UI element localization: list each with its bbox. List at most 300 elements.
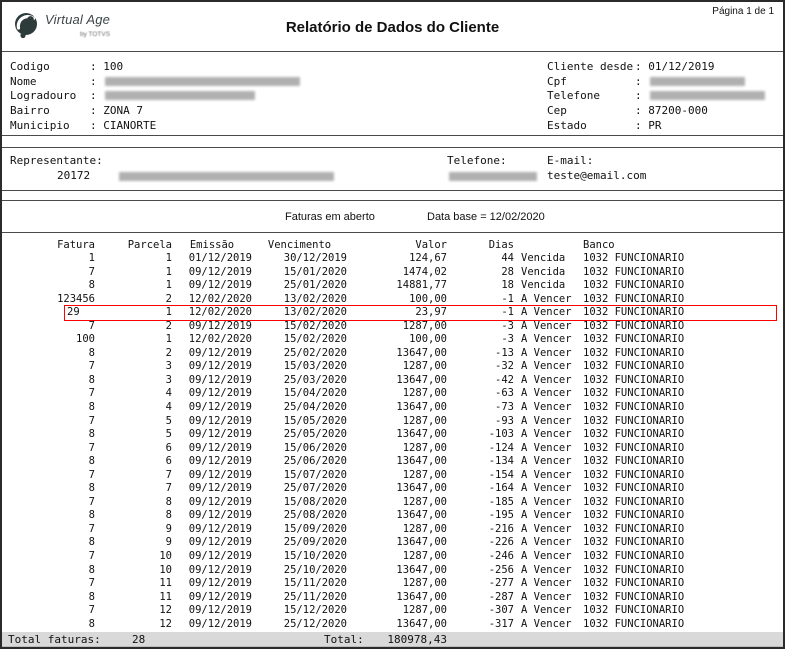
table-row (2, 496, 783, 510)
table-row (2, 360, 783, 374)
column-header: Banco (583, 239, 615, 251)
table-cell: 13647,00 (396, 563, 447, 576)
representative-name-redacted (119, 172, 334, 181)
table-cell: A Vencer (521, 401, 572, 414)
table-cell: -246 (488, 550, 514, 563)
table-cell: 13647,00 (396, 346, 447, 359)
table-cell: 1032 FUNCIONARIO (583, 265, 685, 278)
table-cell: 1032 FUNCIONARIO (583, 468, 685, 481)
table-cell: 8 (88, 428, 95, 441)
table-cell: 13647,00 (396, 455, 447, 468)
column-header: Valor (415, 239, 447, 251)
table-cell: 7 (165, 468, 172, 481)
table-row (2, 523, 783, 537)
section-divider (2, 191, 783, 201)
table-cell: -1 (501, 292, 514, 305)
table-cell: 2 (165, 292, 172, 305)
representative-code: 20172 (57, 169, 91, 182)
table-cell: 7 (88, 387, 95, 400)
table-cell: 09/12/2019 (188, 265, 252, 278)
table-cell: 7 (88, 468, 95, 481)
table-cell: -185 (488, 495, 514, 508)
table-cell: 15/02/2020 (283, 333, 347, 346)
table-cell: 13/02/2020 (283, 306, 347, 319)
table-cell: 1032 FUNCIONARIO (583, 509, 685, 522)
table-cell: 1032 FUNCIONARIO (583, 482, 685, 495)
table-cell: 7 (88, 319, 95, 332)
table-cell: 7 (88, 495, 95, 508)
info-field-value: : (635, 89, 649, 103)
info-field-value: : (90, 74, 104, 88)
table-cell: 1032 FUNCIONARIO (583, 522, 685, 535)
table-cell: 44 (501, 252, 514, 264)
table-cell: 09/12/2019 (188, 455, 252, 468)
table-cell: 25/02/2020 (283, 346, 347, 359)
info-field-value: : (635, 74, 649, 88)
table-cell: 1032 FUNCIONARIO (583, 319, 685, 332)
table-cell: -63 (495, 387, 514, 400)
table-row (2, 415, 783, 429)
table-cell: 09/12/2019 (188, 522, 252, 535)
table-cell: 1 (165, 252, 172, 264)
column-header: Fatura (57, 239, 95, 251)
table-cell: A Vencer (521, 509, 572, 522)
invoice-table-header (2, 238, 783, 252)
table-row (2, 604, 783, 618)
table-cell: 25/01/2020 (283, 279, 347, 292)
totals-bar (2, 632, 783, 647)
table-cell: A Vencer (521, 468, 572, 481)
table-cell: 9 (165, 536, 172, 549)
table-cell: 6 (165, 441, 172, 454)
info-field-value: : ZONA 7 (90, 104, 143, 118)
table-cell: 10 (159, 550, 172, 563)
table-row (2, 252, 783, 266)
table-cell: A Vencer (521, 414, 572, 427)
table-cell: 09/12/2019 (188, 360, 252, 373)
info-field-label: Bairro (10, 104, 50, 118)
table-cell: 25/11/2020 (283, 590, 347, 603)
table-cell: 5 (165, 414, 172, 427)
table-cell: 1287,00 (402, 468, 447, 481)
table-cell: -103 (488, 428, 514, 441)
table-cell: 01/12/2019 (188, 252, 252, 264)
highlighted-table-row (2, 306, 783, 320)
column-header: Dias (488, 239, 514, 251)
table-cell: 15/08/2020 (283, 495, 347, 508)
table-cell: -195 (488, 509, 514, 522)
table-cell: 1032 FUNCIONARIO (583, 333, 685, 346)
table-cell: 1032 FUNCIONARIO (583, 604, 685, 617)
table-cell: 8 (88, 279, 95, 292)
info-field-value: : 87200-000 (635, 104, 708, 118)
table-cell: 15/12/2020 (283, 604, 347, 617)
table-cell: 1032 FUNCIONARIO (583, 550, 685, 563)
brand-name: Virtual Age (45, 12, 111, 27)
page-indicator: Página 1 de 1 (712, 6, 774, 17)
info-field-value: : CIANORTE (90, 119, 157, 133)
table-cell: 100 (76, 333, 95, 346)
table-cell: Vencida (521, 279, 566, 292)
table-cell: 1 (165, 333, 172, 346)
table-cell: 8 (88, 617, 95, 630)
table-cell: 2 (165, 319, 172, 332)
table-cell: -1 (501, 306, 514, 319)
table-cell: 13647,00 (396, 590, 447, 603)
table-cell: 09/12/2019 (188, 414, 252, 427)
table-cell: -277 (488, 577, 514, 590)
redacted-value (105, 77, 300, 86)
table-cell: 1287,00 (402, 441, 447, 454)
info-field (10, 89, 300, 104)
table-row (2, 591, 783, 605)
total-amount-value: 180978,43 (387, 633, 447, 646)
column-header-spacer (514, 238, 576, 252)
table-row (2, 536, 783, 550)
table-cell: 1 (88, 252, 95, 264)
column-header: Vencimento (267, 239, 332, 251)
table-cell: 09/12/2019 (188, 495, 252, 508)
table-cell: -134 (488, 455, 514, 468)
total-invoices-count: 28 (132, 633, 146, 646)
table-cell: 09/12/2019 (188, 550, 252, 563)
table-cell: 7 (88, 265, 95, 278)
table-cell: A Vencer (521, 306, 572, 319)
table-cell: 09/12/2019 (188, 401, 252, 414)
total-invoices-label: Total faturas: (8, 633, 101, 646)
table-cell: 8 (88, 536, 95, 549)
section-divider (2, 136, 783, 148)
representative-email-value: teste@email.com (547, 169, 647, 182)
column-header: Parcela (127, 239, 172, 251)
table-cell: -154 (488, 468, 514, 481)
table-row (2, 279, 783, 293)
table-cell: 8 (165, 495, 172, 508)
table-cell: 1 (165, 306, 172, 319)
table-cell: 15/10/2020 (283, 550, 347, 563)
table-row (2, 564, 783, 578)
client-left-fields (10, 59, 300, 133)
table-cell: 1032 FUNCIONARIO (583, 292, 685, 305)
table-cell: 15/03/2020 (283, 360, 347, 373)
info-field-value: : 01/12/2019 (635, 59, 715, 73)
table-cell: 09/12/2019 (188, 387, 252, 400)
table-cell: 09/12/2019 (188, 373, 252, 386)
table-cell: 1 (165, 265, 172, 278)
table-cell: A Vencer (521, 387, 572, 400)
data-base-label: Data base = 12/02/2020 (427, 211, 545, 223)
table-row (2, 442, 783, 456)
table-cell: -256 (488, 563, 514, 576)
brand-subtext: by TOTVS (79, 31, 111, 38)
table-cell: 09/12/2019 (188, 577, 252, 590)
table-cell: 25/10/2020 (283, 563, 347, 576)
table-cell: A Vencer (521, 522, 572, 535)
table-cell: -124 (488, 441, 514, 454)
table-cell: 25/09/2020 (283, 536, 347, 549)
representative-section (2, 148, 783, 191)
table-cell: 7 (88, 604, 95, 617)
table-cell: -216 (488, 522, 514, 535)
table-cell: 09/12/2019 (188, 346, 252, 359)
table-cell: 09/12/2019 (188, 617, 252, 630)
table-row (2, 428, 783, 442)
table-cell: -3 (501, 319, 514, 332)
table-cell: 4 (165, 387, 172, 400)
info-field-label: Estado (547, 119, 587, 133)
table-cell: 124,67 (409, 252, 447, 264)
table-cell: 1287,00 (402, 319, 447, 332)
table-cell: A Vencer (521, 495, 572, 508)
table-cell: 11 (159, 577, 172, 590)
table-cell: -3 (501, 333, 514, 346)
table-cell: 5 (165, 428, 172, 441)
table-cell: 1032 FUNCIONARIO (583, 346, 685, 359)
table-cell: 8 (88, 373, 95, 386)
table-cell: 1032 FUNCIONARIO (583, 360, 685, 373)
table-cell: -13 (495, 346, 514, 359)
report-header (2, 2, 783, 52)
table-cell: 1032 FUNCIONARIO (583, 617, 685, 630)
redacted-value (650, 77, 745, 86)
table-cell: 13647,00 (396, 401, 447, 414)
table-cell: 25/12/2020 (283, 617, 347, 630)
table-row (2, 550, 783, 564)
table-row (2, 374, 783, 388)
table-cell: 09/12/2019 (188, 279, 252, 292)
table-cell: 1287,00 (402, 550, 447, 563)
representative-phone-redacted (449, 172, 537, 181)
table-cell: 14881,77 (396, 279, 447, 292)
table-cell: 7 (88, 522, 95, 535)
table-cell: 25/07/2020 (283, 482, 347, 495)
table-row (2, 387, 783, 401)
table-cell: 1032 FUNCIONARIO (583, 455, 685, 468)
representative-label: Representante: (10, 154, 103, 167)
table-row (2, 618, 783, 632)
info-field (547, 59, 765, 74)
table-cell: A Vencer (521, 617, 572, 630)
table-cell: 13647,00 (396, 482, 447, 495)
table-cell: 25/06/2020 (283, 455, 347, 468)
invoice-table (2, 233, 783, 632)
table-cell: 09/12/2019 (188, 482, 252, 495)
table-cell: 1287,00 (402, 604, 447, 617)
table-row (2, 509, 783, 523)
info-field-label: Cep (547, 104, 567, 118)
info-field (547, 103, 765, 118)
table-row (2, 577, 783, 591)
table-cell: 6 (165, 455, 172, 468)
table-row (2, 401, 783, 415)
column-header: Emissão (189, 239, 235, 251)
table-cell: 8 (88, 563, 95, 576)
table-cell: 13647,00 (396, 617, 447, 630)
table-cell: -307 (488, 604, 514, 617)
table-cell: 23,97 (415, 306, 447, 319)
table-cell: Vencida (521, 252, 566, 264)
table-row (2, 482, 783, 496)
invoice-table-body (2, 252, 783, 631)
info-field-value: : 100 (90, 59, 124, 73)
table-cell: 1032 FUNCIONARIO (583, 563, 685, 576)
table-cell: 15/05/2020 (283, 414, 347, 427)
table-cell: 8 (88, 455, 95, 468)
table-cell: 123456 (57, 292, 95, 305)
table-cell: 3 (165, 373, 172, 386)
table-cell: 15/07/2020 (283, 468, 347, 481)
table-cell: 1032 FUNCIONARIO (583, 441, 685, 454)
table-cell: 11 (159, 590, 172, 603)
table-cell: 25/03/2020 (283, 373, 347, 386)
table-cell: 25/04/2020 (283, 401, 347, 414)
info-field-label: Telefone (547, 89, 600, 103)
table-cell: -287 (488, 590, 514, 603)
table-cell: -317 (488, 617, 514, 630)
table-cell: A Vencer (521, 428, 572, 441)
table-cell: A Vencer (521, 319, 572, 332)
table-cell: 1032 FUNCIONARIO (583, 536, 685, 549)
table-cell: 3 (165, 360, 172, 373)
table-cell: 1287,00 (402, 414, 447, 427)
info-field-label: Nome (10, 74, 37, 88)
table-cell: 15/04/2020 (283, 387, 347, 400)
table-cell: -32 (495, 360, 514, 373)
table-cell: 10 (159, 563, 172, 576)
representative-values-row (2, 169, 783, 183)
table-cell: 100,00 (409, 292, 447, 305)
table-cell: 1474,02 (402, 265, 447, 278)
table-cell: 1032 FUNCIONARIO (583, 495, 685, 508)
table-cell: 1287,00 (402, 577, 447, 590)
table-cell: A Vencer (521, 590, 572, 603)
table-cell: 12/02/2020 (188, 333, 252, 346)
info-field-label: Cliente desde (547, 59, 634, 73)
table-cell: 09/12/2019 (188, 319, 252, 332)
table-cell: 4 (165, 401, 172, 414)
info-field-value: : PR (635, 119, 662, 133)
table-row (2, 455, 783, 469)
table-cell: 18 (501, 279, 514, 292)
table-cell: -226 (488, 536, 514, 549)
table-cell: 13/02/2020 (283, 292, 347, 305)
table-cell: A Vencer (521, 455, 572, 468)
table-cell: 09/12/2019 (188, 428, 252, 441)
page-title: Relatório de Dados do Cliente (285, 19, 500, 36)
table-cell: 8 (165, 509, 172, 522)
open-invoices-bar (2, 201, 783, 233)
info-field (10, 59, 300, 74)
table-cell: 1032 FUNCIONARIO (583, 590, 685, 603)
table-cell: 15/01/2020 (283, 265, 347, 278)
info-field (547, 74, 765, 89)
table-cell: 7 (88, 414, 95, 427)
table-cell: A Vencer (521, 441, 572, 454)
table-cell: 7 (88, 577, 95, 590)
table-cell: 1287,00 (402, 360, 447, 373)
table-cell: 13647,00 (396, 536, 447, 549)
table-cell: 29 (67, 306, 80, 319)
table-cell: 8 (88, 590, 95, 603)
table-cell: A Vencer (521, 563, 572, 576)
table-cell: 25/05/2020 (283, 428, 347, 441)
table-cell: 1032 FUNCIONARIO (583, 577, 685, 590)
table-row (2, 333, 783, 347)
table-cell: 1032 FUNCIONARIO (583, 279, 685, 292)
table-cell: A Vencer (521, 577, 572, 590)
table-cell: 13647,00 (396, 428, 447, 441)
table-cell: 8 (88, 482, 95, 495)
table-cell: A Vencer (521, 360, 572, 373)
table-cell: 8 (88, 346, 95, 359)
table-cell: 09/12/2019 (188, 441, 252, 454)
info-field-label: Logradouro (10, 89, 77, 103)
info-field (547, 89, 765, 104)
table-cell: 12/02/2020 (188, 292, 252, 305)
table-cell: 12 (159, 617, 172, 630)
table-cell: A Vencer (521, 292, 572, 305)
table-row (2, 320, 783, 334)
table-cell: 8 (88, 401, 95, 414)
table-cell: 1032 FUNCIONARIO (583, 387, 685, 400)
table-cell: 8 (88, 509, 95, 522)
table-cell: 1032 FUNCIONARIO (583, 306, 685, 319)
table-cell: 1 (165, 279, 172, 292)
table-cell: 1287,00 (402, 387, 447, 400)
info-field (10, 74, 300, 89)
table-row (2, 469, 783, 483)
table-cell: A Vencer (521, 373, 572, 386)
table-cell: 7 (88, 441, 95, 454)
table-cell: 12/02/2020 (188, 306, 252, 319)
info-field-value: : (90, 89, 104, 103)
table-cell: 12 (159, 604, 172, 617)
table-cell: 09/12/2019 (188, 509, 252, 522)
info-field-label: Municipio (10, 119, 70, 133)
table-cell: 30/12/2019 (283, 252, 347, 264)
table-cell: -73 (495, 401, 514, 414)
table-cell: Vencida (521, 265, 566, 278)
table-cell: 7 (165, 482, 172, 495)
redacted-value (650, 91, 765, 100)
table-row (2, 293, 783, 307)
table-cell: 09/12/2019 (188, 604, 252, 617)
info-field (547, 118, 765, 133)
info-field-label: Cpf (547, 74, 567, 88)
table-cell: 28 (501, 265, 514, 278)
total-amount-label: Total: (324, 633, 364, 646)
table-cell: A Vencer (521, 482, 572, 495)
table-cell: 7 (88, 360, 95, 373)
table-cell: 1032 FUNCIONARIO (583, 252, 685, 264)
open-invoices-title: Faturas em aberto (285, 211, 375, 223)
table-cell: 1287,00 (402, 522, 447, 535)
table-cell: 09/12/2019 (188, 536, 252, 549)
table-cell: A Vencer (521, 604, 572, 617)
table-cell: A Vencer (521, 550, 572, 563)
table-cell: 25/08/2020 (283, 509, 347, 522)
table-cell: -164 (488, 482, 514, 495)
table-cell: 09/12/2019 (188, 563, 252, 576)
table-row (2, 266, 783, 280)
info-field-label: Codigo (10, 59, 50, 73)
table-cell: -42 (495, 373, 514, 386)
table-cell: 15/09/2020 (283, 522, 347, 535)
table-cell: 1032 FUNCIONARIO (583, 414, 685, 427)
table-cell: 13647,00 (396, 373, 447, 386)
table-cell: 9 (165, 522, 172, 535)
table-cell: 13647,00 (396, 509, 447, 522)
